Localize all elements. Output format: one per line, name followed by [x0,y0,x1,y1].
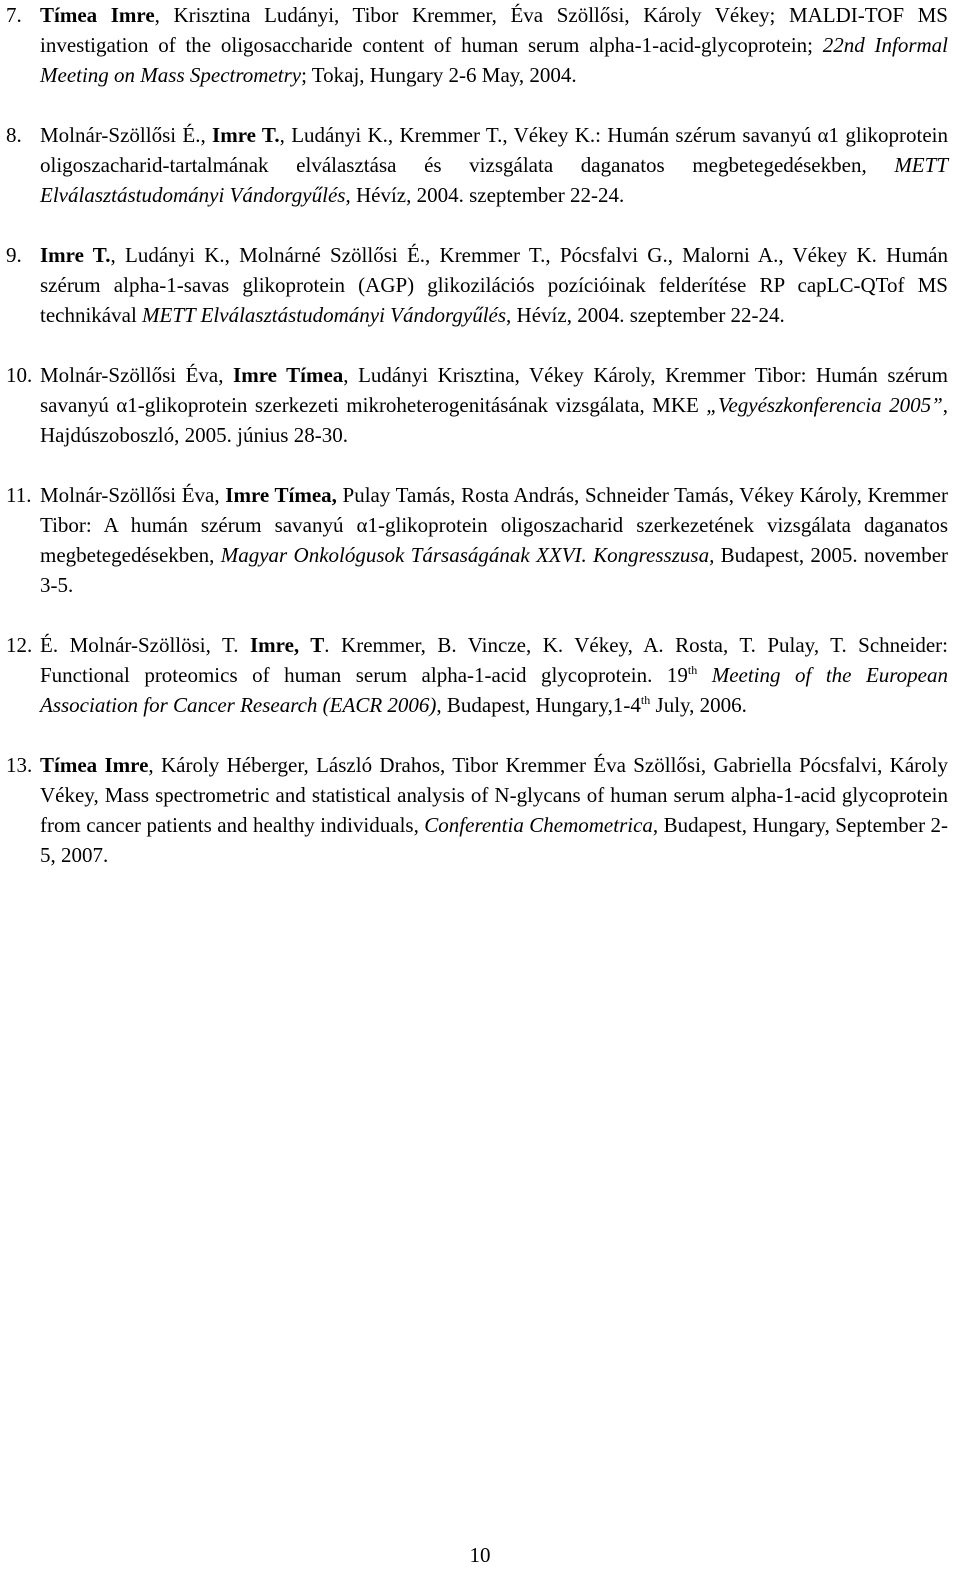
reference-text [40,243,948,327]
reference-text-segment: , Hévíz, 2004. szeptember 22-24. [506,303,785,327]
reference-text-segment: , Budapest, Hungary,1-4 [436,693,641,717]
author-highlight: Tímea Imre [40,3,155,27]
reference-item-12 [6,630,948,720]
venue-title: 22nd Informal Meeting on Mass Spectrometry [40,33,949,87]
reference-item-8 [6,120,948,210]
author-highlight: Imre, T [250,633,325,657]
reference-number: 8. [6,123,22,147]
venue-title: Conferentia Chemometrica [424,813,653,837]
reference-text-segment: Pulay Tamás, Rosta András, Schneider Tamás, Vékey Károly, Kremmer Tibor: A humán szérum savanyú α1-glikoprotein oligoszacharid szerkezetének vizsgálata daganatos megbetegedésekben, [40,483,948,567]
author-highlight: Tímea Imre [40,753,149,777]
venue-title: Meeting of the European Association for Cancer Research (EACR 2006) [40,663,949,717]
reference-text-segment: Molnár-Szöllősi É., [40,123,213,147]
reference-text-segment: July, 2006. [650,693,747,717]
reference-text-segment: , Krisztina Ludányi, Tibor Kremmer, Éva Szöllősi, Károly Vékey; MALDI-TOF MS investigation of the oligosaccharide content of human serum alpha-1-acid-glycoprotein; [40,3,948,57]
reference-text-segment: , Hajdúszoboszló, 2005. június 28-30. [40,393,948,447]
reference-text-segment: , Ludányi K., Kremmer T., Vékey K.: Humán szérum savanyú α1 glikoprotein oligoszacharid-tartalmának elválasztása és vizsgálata daganatos megbetegedésekben, [40,123,949,177]
reference-text-segment: Budapest, 2005. november 3-5. [40,543,949,597]
reference-text-segment [697,663,712,687]
reference-text-segment: , Ludányi Krisztina, Vékey Károly, Kremmer Tibor: Humán szérum savanyú α1-glikoprotein szerkezeti mikroheterogenitásának vizsgálata, MKE [40,363,948,417]
superscript: th [640,693,651,707]
reference-text-segment: . Kremmer, B. Vincze, K. Vékey, A. Rosta, T. Pulay, T. Schneider: Functional proteomics of human serum alpha-1-acid glycoprotein. 19 [40,633,948,687]
reference-number: 11. [6,483,32,507]
venue-title: „Vegyészkonferencia 2005” [706,393,943,417]
reference-text-segment: , Budapest, Hungary, September 2-5, 2007. [40,813,949,867]
page-number: 10 [469,1543,491,1567]
reference-item-7 [6,0,948,90]
reference-text-segment: , Károly Héberger, László Drahos, Tibor Kremmer Éva Szöllősi, Gabriella Pócsfalvi, Károly Vékey, Mass spectrometric and statistical analysis of N-glycans of human serum alpha-1-acid glycoprotein from cancer patients and healthy individuals, [40,753,948,837]
reference-text-segment: , Hévíz, 2004. szeptember 22-24. [345,183,625,207]
reference-number: 12. [6,633,33,657]
reference-text [40,753,948,867]
venue-title: Magyar Onkológusok Társaságának XXVI. Kongresszusa, [220,543,715,567]
author-highlight: Imre T. [212,123,280,147]
reference-item-9 [6,240,948,330]
reference-item-13 [6,750,948,870]
reference-text-segment: É. Molnár-Szöllösi, T. [40,633,250,657]
venue-title: METT Elválasztástudományi Vándorgyűlés [40,153,948,207]
author-highlight: Imre Tímea [233,363,344,387]
page-footer [0,1540,960,1570]
reference-list [6,0,948,870]
reference-text-segment: , Ludányi K., Molnárné Szöllősi É., Kremmer T., Pócsfalvi G., Malorni A., Vékey K. Humán szérum alpha-1-savas glikoprotein (AGP) glikozilációs pozícióinak felderítése RP capLC-QTof MS technikával [40,243,948,327]
reference-text [40,3,948,87]
reference-text-segment: ; Tokaj, Hungary 2-6 May, 2004. [301,63,577,87]
reference-text [40,363,948,447]
reference-text [40,123,948,207]
reference-number: 10. [6,363,33,387]
reference-text-segment: Molnár-Szöllősi Éva, [40,363,234,387]
author-highlight: Imre Tímea, [225,483,337,507]
venue-title: METT Elválasztástudományi Vándorgyűlés [142,303,507,327]
reference-number: 7. [6,3,22,27]
reference-item-11 [6,480,948,600]
superscript: th [687,663,698,677]
reference-number: 13. [6,753,33,777]
reference-item-10 [6,360,948,450]
reference-text [40,633,948,717]
reference-number: 9. [6,243,22,267]
reference-text [40,483,948,597]
reference-text-segment: Molnár-Szöllősi Éva, [40,483,226,507]
author-highlight: Imre T. [40,243,111,267]
